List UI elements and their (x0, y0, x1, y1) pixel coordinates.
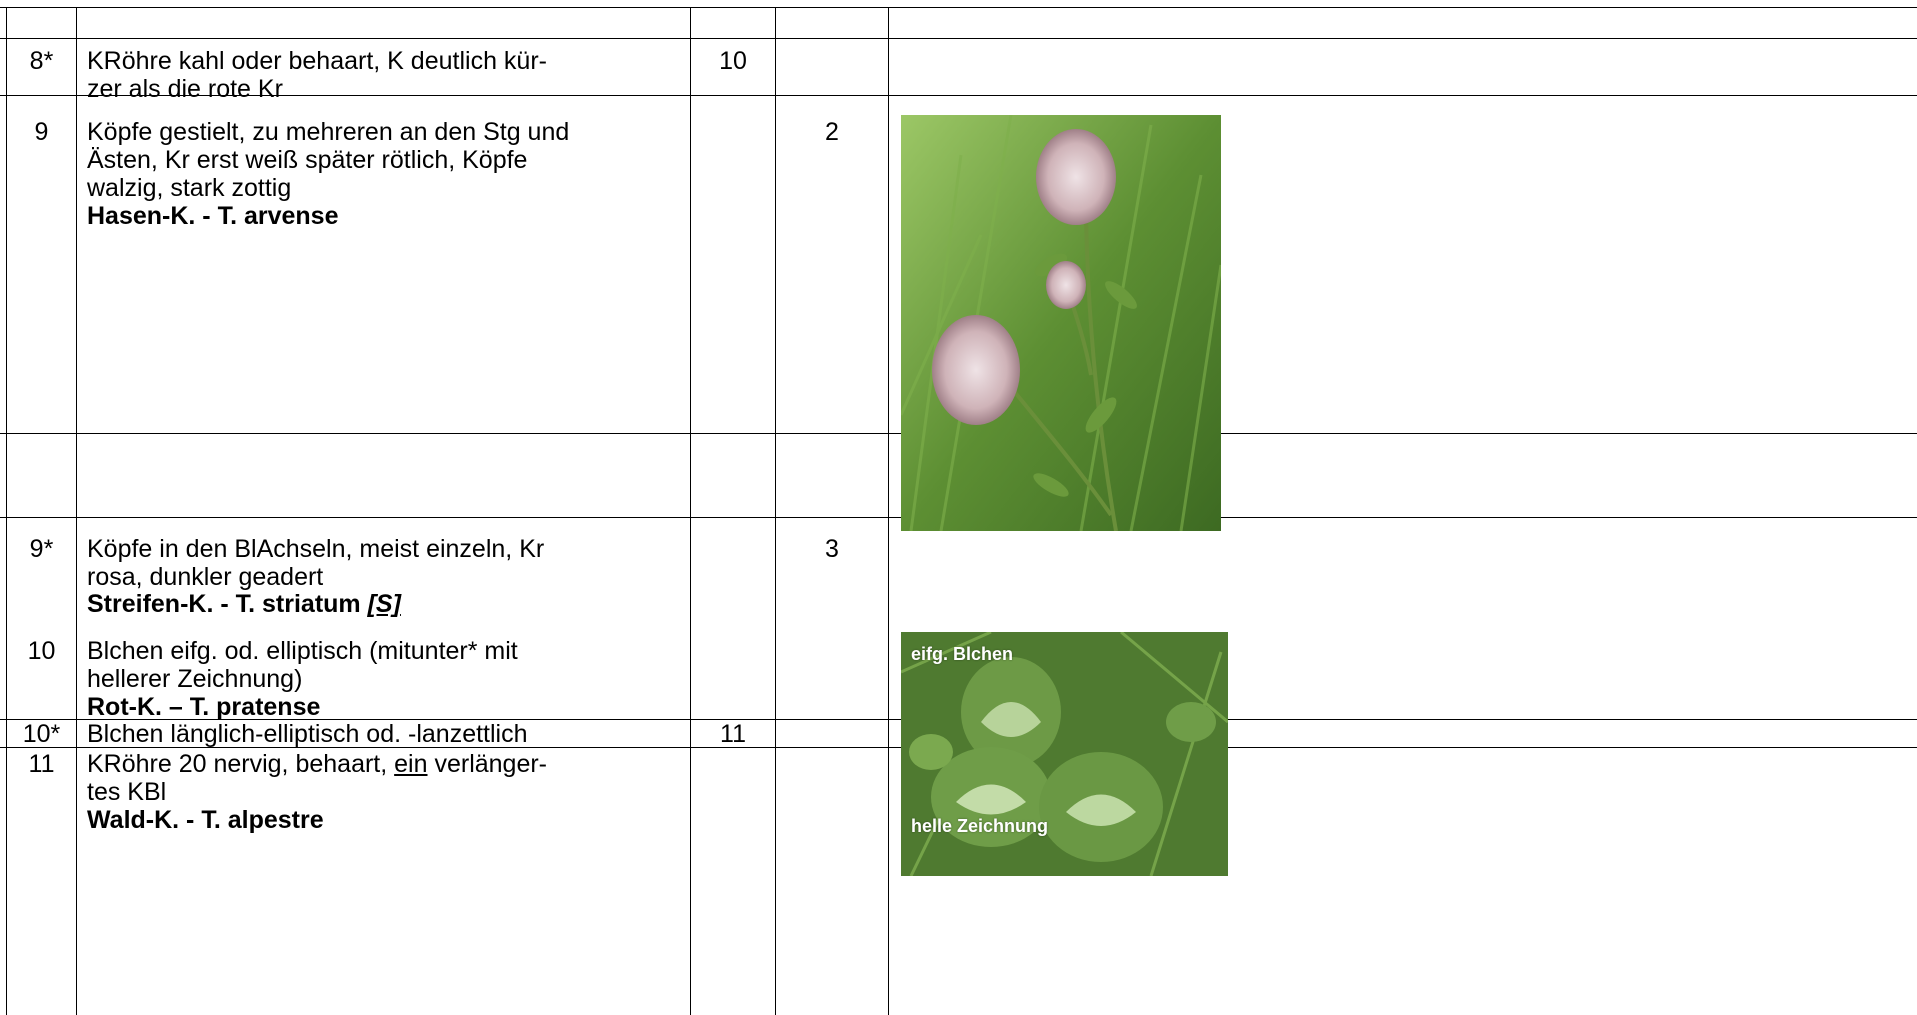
key-text-line: KRöhre kahl oder behaart, K deutlich kür- (87, 47, 547, 75)
underlined-word: ein (394, 750, 428, 778)
count-number: 3 (825, 535, 839, 563)
photo-label-top: eifg. Blchen (911, 644, 1014, 664)
row-line (0, 95, 1917, 96)
col-line (888, 7, 889, 1015)
row-number: 9 (34, 118, 49, 146)
photo-label-bottom: helle Zeichnung (911, 816, 1049, 836)
species-tag: [S] (367, 590, 401, 618)
key-text-line: Blchen länglich-elliptisch od. -lanzettlich (87, 720, 528, 748)
row-number: 11 (28, 750, 55, 778)
key-text-line: walzig, stark zottig (87, 174, 292, 202)
key-text-line (87, 750, 547, 778)
species-name (87, 590, 401, 618)
row-number: 8* (29, 47, 54, 75)
count-number: 2 (825, 118, 839, 146)
photo-trifolium-arvense (901, 115, 1221, 531)
key-text-line: Köpfe gestielt, zu mehreren an den Stg und (87, 118, 570, 146)
species-name: Rot-K. – T. pratense (87, 693, 321, 721)
row-line (0, 38, 1917, 39)
key-text-line: zer als die rote Kr (87, 75, 283, 103)
species-label: Streifen-K. - T. striatum (87, 590, 368, 618)
col-line (76, 7, 77, 1015)
row-number: 10 (27, 637, 56, 665)
key-text-line: Blchen eifg. od. elliptisch (mitunter* mit (87, 637, 518, 665)
key-text-line: hellerer Zeichnung) (87, 665, 303, 693)
ref-number: 11 (720, 720, 746, 748)
key-text-line: Ästen, Kr erst weiß später rötlich, Köpfe (87, 146, 528, 174)
key-text-part: verlänger- (427, 750, 548, 778)
species-name: Hasen-K. - T. arvense (87, 202, 339, 230)
key-text-part: KRöhre 20 nervig, behaart, (87, 750, 395, 778)
row-number: 9* (29, 535, 54, 563)
key-text-line: tes KBl (87, 778, 167, 806)
key-text-line: Köpfe in den BlAchseln, meist einzeln, Kr (87, 535, 545, 563)
ref-number: 10 (719, 47, 747, 75)
row-number: 10* (22, 720, 61, 748)
key-text-line: rosa, dunkler geadert (87, 563, 324, 591)
col-line (775, 7, 776, 1015)
species-name: Wald-K. - T. alpestre (87, 806, 324, 834)
col-line (6, 7, 7, 1015)
photo-trifolium-pratense (901, 632, 1228, 876)
row-line (0, 7, 1917, 8)
col-line (690, 7, 691, 1015)
